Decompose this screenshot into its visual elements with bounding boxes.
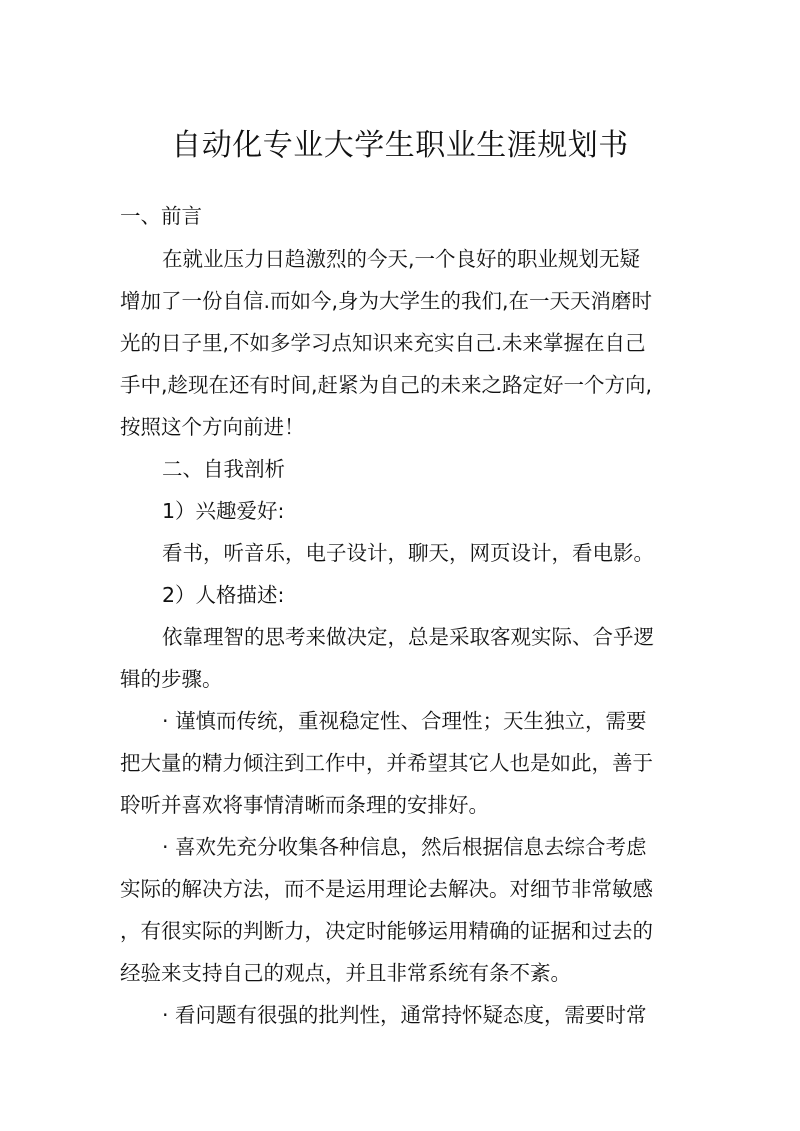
paragraph-line: 在就业压力日趋激烈的今天,一个良好的职业规划无疑 xyxy=(162,247,641,271)
subheading-personality: 2）人格描述: xyxy=(162,583,285,607)
paragraph-line: 手中,趁现在还有时间,赶紧为自己的未来之路定好一个方向, xyxy=(120,373,653,397)
section-heading-preface: 一、前言 xyxy=(120,204,202,228)
bullet-line: · 谨慎而传统，重视稳定性、合理性；天生独立，需要 xyxy=(162,709,647,733)
paragraph-line: 经验来支持自己的观点，并且非常系统有条不紊。 xyxy=(120,961,571,985)
paragraph-line: 把大量的精力倾注到工作中，并希望其它人也是如此，善于 xyxy=(120,751,653,775)
paragraph-line: 实际的解决方法，而不是运用理论去解决。对细节非常敏感 xyxy=(120,877,653,901)
document-title: 自动化专业大学生职业生涯规划书 xyxy=(171,128,629,163)
paragraph-line: ，有很实际的判断力，决定时能够运用精确的证据和过去的 xyxy=(120,919,653,943)
interests-text: 看书，听音乐，电子设计，聊天，网页设计，看电影。 xyxy=(162,541,654,565)
subheading-interests: 1）兴趣爱好: xyxy=(162,499,285,523)
paragraph-line: 聆听并喜欢将事情清晰而条理的安排好。 xyxy=(120,793,489,817)
paragraph-line: 增加了一份自信.而如今,身为大学生的我们,在一天天消磨时 xyxy=(120,289,653,313)
paragraph-line: 依靠理智的思考来做决定，总是采取客观实际、合乎逻 xyxy=(162,625,654,649)
section-heading-self-analysis: 二、自我剖析 xyxy=(162,457,285,481)
paragraph-line: 光的日子里,不如多学习点知识来充实自己.未来掌握在自己 xyxy=(120,331,646,355)
paragraph-line: 按照这个方向前进！ xyxy=(120,415,305,439)
paragraph-line: 辑的步骤。 xyxy=(120,667,223,691)
bullet-line: · 看问题有很强的批判性，通常持怀疑态度，需要时常 xyxy=(162,1003,647,1027)
bullet-line: · 喜欢先充分收集各种信息，然后根据信息去综合考虑 xyxy=(162,835,647,859)
